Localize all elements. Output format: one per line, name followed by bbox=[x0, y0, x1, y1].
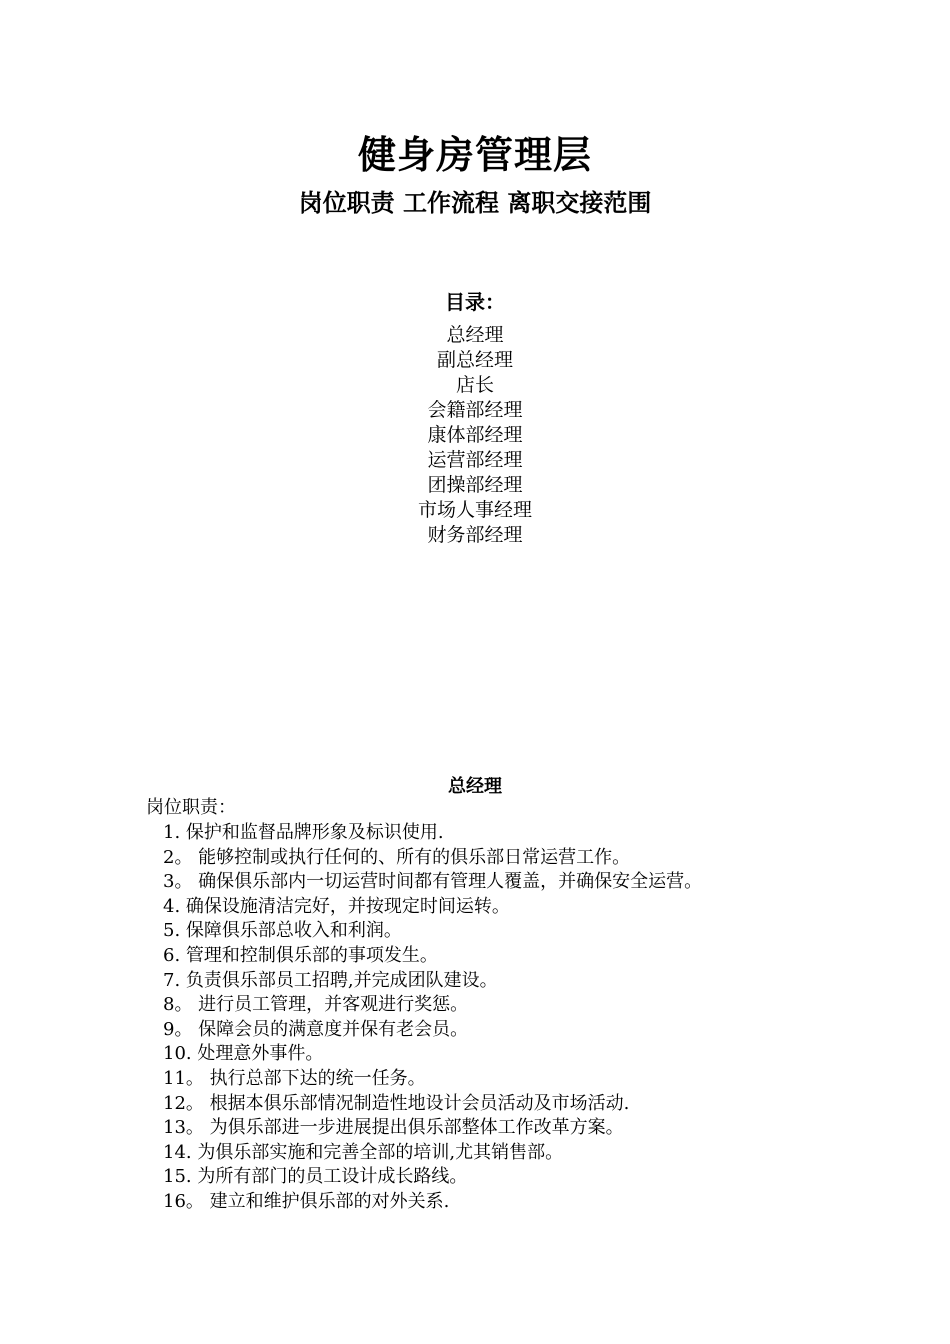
duty-item: 9。 保障会员的满意度并保有老会员。 bbox=[163, 1018, 469, 1040]
duty-item: 10. 处理意外事件。 bbox=[163, 1043, 324, 1065]
duty-item: 16。 建立和维护俱乐部的对外关系. bbox=[163, 1190, 450, 1212]
toc-item-membership-manager: 会籍部经理 bbox=[427, 399, 523, 421]
duty-item: 6. 管理和控制俱乐部的事项发生。 bbox=[163, 944, 438, 966]
toc-item-general-manager: 总经理 bbox=[446, 324, 504, 346]
duty-item: 1. 保护和监督品牌形象及标识使用. bbox=[163, 822, 444, 843]
duty-item: 8。 进行员工管理，并客观进行奖惩。 bbox=[163, 994, 469, 1016]
duty-item: 7. 负责俱乐部员工招聘,并完成团队建设。 bbox=[163, 969, 498, 991]
duty-item: 15. 为所有部门的员工设计成长路线。 bbox=[163, 1166, 468, 1188]
duty-list bbox=[163, 821, 702, 1215]
toc-item-group-exercise-manager: 团操部经理 bbox=[427, 474, 523, 496]
duty-item: 3。 确保俱乐部内一切运营时间都有管理人覆盖，并确保安全运营。 bbox=[163, 871, 703, 893]
section-heading: 总经理 bbox=[448, 776, 502, 797]
duty-item: 4. 确保设施清洁完好，并按现定时间运转。 bbox=[163, 895, 510, 917]
toc-item-fitness-manager: 康体部经理 bbox=[427, 424, 523, 446]
duty-item: 12。 根据本俱乐部情况制造性地设计会员活动及市场活动. bbox=[163, 1092, 630, 1114]
duty-item: 11。 执行总部下达的统一任务。 bbox=[163, 1067, 426, 1089]
toc-heading: 目录： bbox=[445, 290, 505, 314]
toc-item-store-manager: 店长 bbox=[455, 374, 494, 396]
duty-item: 5. 保障俱乐部总收入和利润。 bbox=[163, 920, 402, 942]
document-title: 健身房管理层 bbox=[357, 133, 592, 177]
toc-list bbox=[0, 323, 950, 548]
toc-item-deputy-general-manager: 副总经理 bbox=[436, 349, 513, 371]
toc-item-finance-manager: 财务部经理 bbox=[427, 524, 523, 546]
duty-item: 14. 为俱乐部实施和完善全部的培训,尤其销售部。 bbox=[163, 1141, 564, 1163]
toc-item-marketing-hr-manager: 市场人事经理 bbox=[417, 499, 532, 521]
duty-label: 岗位职责： bbox=[146, 797, 236, 818]
toc-item-operations-manager: 运营部经理 bbox=[427, 449, 523, 471]
document-subtitle: 岗位职责 工作流程 离职交接范围 bbox=[298, 189, 652, 217]
duty-item: 13。 为俱乐部进一步进展提出俱乐部整体工作改革方案。 bbox=[163, 1117, 624, 1139]
duty-item: 2。 能够控制或执行任何的、所有的俱乐部日常运营工作。 bbox=[163, 846, 631, 868]
